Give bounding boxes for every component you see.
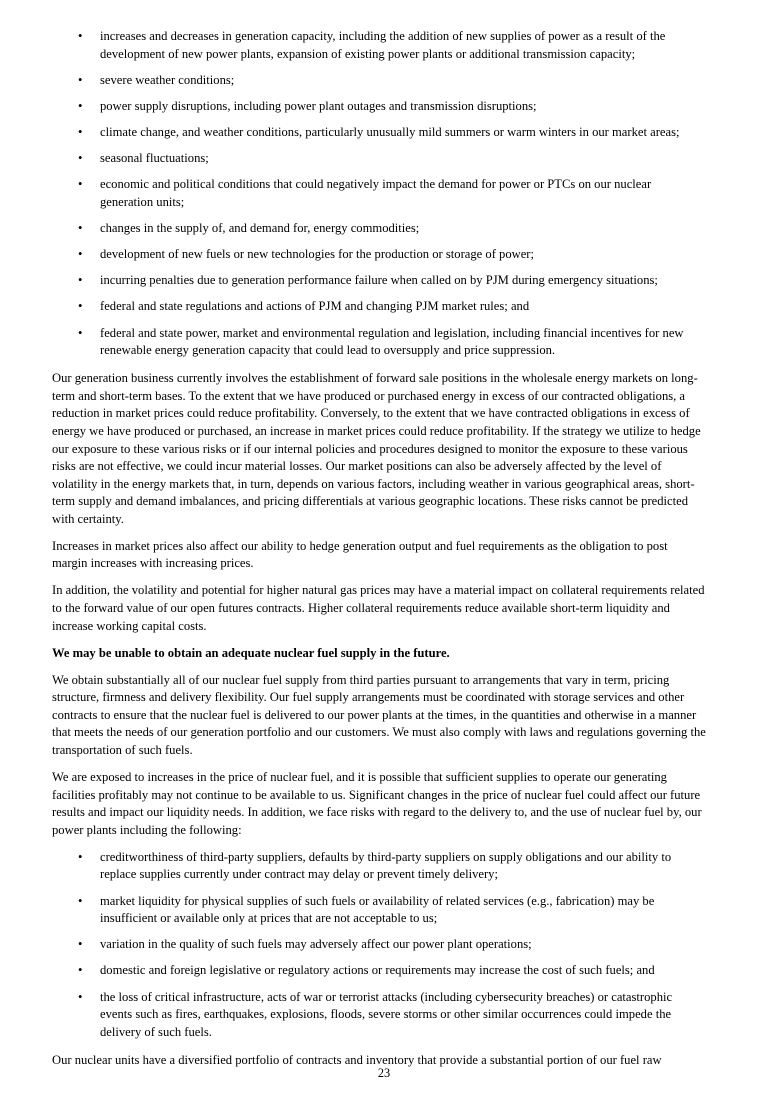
list-item-text: power supply disruptions, including power plant outages and transmission disruptions; bbox=[100, 98, 537, 113]
list-item bbox=[52, 150, 706, 168]
paragraph-forward-sale-positions: Our generation business currently involves the establishment of forward sale positions in the wholesale energy markets on long-term and short-term bases. To the extent that we have produced or purchased energy in excess of our contracted obligations, a reduction in market prices could reduce profitability. Conversely, to the extent that we have contracted obligations in excess of energy we have produced or purchased, an increase in market prices could reduce profitability. If the strategy we utilize to hedge our exposure to these various risks or if our internal policies and procedures designed to monitor the exposure to these various risks are not effective, we could incur material losses. Our market positions can also be adversely affected by the level of volatility in the energy markets that, in turn, depends on various factors, including weather in various geographical areas, short-term supply and demand imbalances, and pricing differentials at various geographic locations. These risks cannot be predicted with certainty. bbox=[52, 371, 701, 526]
list-item-text: changes in the supply of, and demand for, energy commodities; bbox=[100, 221, 420, 235]
paragraph-closing: Our nuclear units have a diversified portfolio of contracts and inventory that provide a substantial portion of our fuel raw bbox=[52, 1052, 662, 1067]
list-item-text: federal and state regulations and actions of PJM and changing PJM market rules; and bbox=[100, 299, 530, 314]
bullet-icon: • bbox=[78, 989, 83, 1004]
bullet-icon: • bbox=[78, 98, 83, 113]
bullet-icon: • bbox=[78, 125, 83, 139]
list-item bbox=[52, 124, 706, 142]
list-item-text: the loss of critical infrastructure, acts of war or terrorist attacks (including cybersecurity breaches) or catastrophic events such as fires, earthquakes, explosions, floods, severe storms or other similar occurrences could impede the delivery of such fuels. bbox=[100, 989, 673, 1039]
list-item bbox=[52, 220, 706, 238]
list-item-text: development of new fuels or new technologies for the production or storage of power; bbox=[100, 247, 535, 262]
list-item bbox=[52, 893, 706, 928]
list-item bbox=[52, 272, 706, 290]
bullet-icon: • bbox=[78, 221, 83, 235]
list-item bbox=[52, 176, 706, 211]
bullet-icon: • bbox=[78, 29, 83, 43]
list-item-text: seasonal fluctuations; bbox=[100, 151, 209, 166]
list-item-text: variation in the quality of such fuels may adversely affect our power plant operations; bbox=[100, 937, 532, 952]
list-item-text: market liquidity for physical supplies of such fuels or availability of related services (e.g., fabrication) may be insufficient or available only at prices that are not acceptable to us; bbox=[100, 893, 655, 926]
list-item bbox=[52, 72, 706, 90]
section-heading-nuclear-fuel-supply: We may be unable to obtain an adequate nuclear fuel supply in the future. bbox=[52, 645, 450, 660]
list-item bbox=[52, 962, 706, 980]
list-item bbox=[52, 246, 706, 264]
bullet-icon: • bbox=[78, 963, 83, 978]
list-item bbox=[52, 936, 706, 954]
bullet-icon: • bbox=[78, 177, 83, 192]
bullet-icon: • bbox=[78, 849, 83, 864]
bullet-icon: • bbox=[78, 299, 83, 314]
bullet-icon: • bbox=[78, 937, 83, 952]
list-item bbox=[52, 325, 706, 360]
paragraph-gas-price-volatility: In addition, the volatility and potential for higher natural gas prices may have a material impact on collateral requirements related to the forward value of our open futures contracts. Higher collateral requirements reduce available short-term liquidity and increase working capital costs. bbox=[52, 583, 705, 633]
bullet-icon: • bbox=[78, 273, 83, 288]
risk-factor-list-nuclear-fuel bbox=[52, 849, 706, 1042]
list-item bbox=[52, 98, 706, 116]
list-item bbox=[52, 989, 706, 1042]
list-item bbox=[52, 849, 706, 884]
list-item-text: increases and decreases in generation capacity, including the addition of new supplies of power as a result of the development of new power plants, expansion of existing power plants or additional transmission capacity; bbox=[100, 29, 666, 61]
risk-factor-list-generation bbox=[52, 28, 706, 360]
paragraph-nuclear-fuel-price-exposure: We are exposed to increases in the price of nuclear fuel, and it is possible that sufficient supplies to operate our generating facilities profitably may not continue to be available to us. Significant changes in the price of nuclear fuel could affect our future results and impact our liquidity needs. In addition, we face risks with regard to the delivery to, and the use of nuclear fuel by, our power plants including the following: bbox=[52, 770, 702, 837]
paragraph-market-price-hedging: Increases in market prices also affect our ability to hedge generation output and fuel requirements as the obligation to post margin increases with increasing prices. bbox=[52, 538, 668, 571]
list-item-text: climate change, and weather conditions, particularly unusually mild summers or warm winters in our market areas; bbox=[100, 125, 680, 139]
list-item-text: federal and state power, market and environmental regulation and legislation, including financial incentives for new renewable energy generation capacity that could lead to oversupply and price suppression. bbox=[100, 325, 684, 358]
list-item-text: incurring penalties due to generation performance failure when called on by PJM during emergency situations; bbox=[100, 273, 658, 288]
bullet-icon: • bbox=[78, 325, 83, 340]
paragraph-nuclear-fuel-sourcing: We obtain substantially all of our nuclear fuel supply from third parties pursuant to arrangements that vary in term, pricing structure, firmness and delivery flexibility. Our fuel supply arrangements must be coordinated with storage services and other contracts to ensure that the nuclear fuel is delivered to our power plants at the times, in the quantities and otherwise in a manner that meets the needs of our generation portfolio and our customers. We must also comply with laws and regulations governing the transportation of such fuels. bbox=[52, 672, 706, 757]
list-item-text: creditworthiness of third-party suppliers, defaults by third-party suppliers on supply obligations and our ability to replace supplies currently under contract may delay or prevent timely delivery; bbox=[100, 849, 672, 882]
bullet-icon: • bbox=[78, 893, 83, 908]
list-item-text: domestic and foreign legislative or regulatory actions or requirements may increase the cost of such fuels; and bbox=[100, 963, 655, 978]
page-number: 23 bbox=[377, 1066, 391, 1080]
list-item-text: economic and political conditions that could negatively impact the demand for power or PTCs on our nuclear generation units; bbox=[100, 177, 652, 209]
bullet-icon: • bbox=[78, 151, 83, 166]
list-item-text: severe weather conditions; bbox=[100, 72, 235, 87]
list-item bbox=[52, 298, 706, 316]
bullet-icon: • bbox=[78, 247, 83, 262]
bullet-icon: • bbox=[78, 72, 83, 87]
list-item bbox=[52, 28, 706, 63]
